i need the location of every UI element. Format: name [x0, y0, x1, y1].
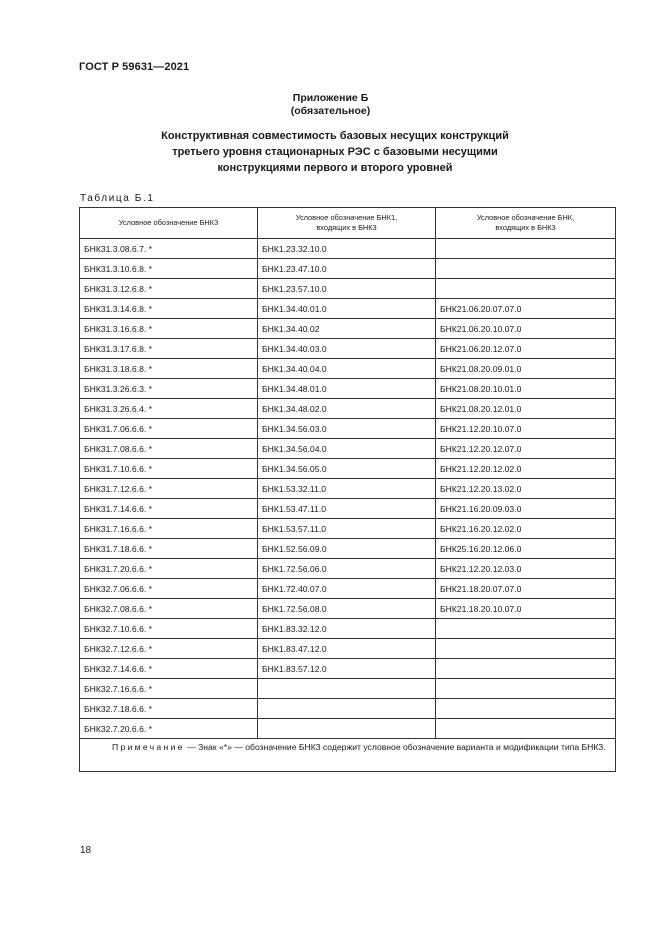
- table-cell: БНК21.06.20.07.07.0: [436, 299, 616, 319]
- table-cell: БНК31.7.20.6.6. *: [80, 559, 258, 579]
- table-cell: БНК21.12.20.12.02.0: [436, 459, 616, 479]
- table-cell: БНК1.53.57.11.0: [258, 519, 436, 539]
- table-cell: БНК21.08.20.12.01.0: [436, 399, 616, 419]
- table-cell: БНК25.16.20.12.06.0: [436, 539, 616, 559]
- table-cell: [258, 719, 436, 739]
- table-cell: [436, 719, 616, 739]
- table-cell: БНК1.53.47.11.0: [258, 499, 436, 519]
- table-cell: БНК1.83.32.12.0: [258, 619, 436, 639]
- heading-line: Конструктивная совместимость базовых несущих конструкций: [161, 130, 509, 142]
- table-cell: БНК1.34.48.01.0: [258, 379, 436, 399]
- table-cell: БНК31.3.18.6.8. *: [80, 359, 258, 379]
- table-cell: БНК1.23.32.10.0: [258, 239, 436, 259]
- table-row: [80, 579, 616, 599]
- table-cell: БНК32.7.14.6.6. *: [80, 659, 258, 679]
- page-number: 18: [80, 845, 92, 856]
- table-row: [80, 679, 616, 699]
- table-cell: БНК21.08.20.10.01.0: [436, 379, 616, 399]
- table-cell: БНК1.52.56.09.0: [258, 539, 436, 559]
- table-row: [80, 339, 616, 359]
- appendix-status: (обязательное): [290, 105, 371, 117]
- table-cell: БНК21.06.20.12.07.0: [436, 339, 616, 359]
- table-cell: БНК31.7.06.6.6. *: [80, 419, 258, 439]
- table-cell: БНК1.34.56.03.0: [258, 419, 436, 439]
- table-cell: [436, 699, 616, 719]
- table-row: [80, 619, 616, 639]
- standard-designation: ГОСТ Р 59631—2021: [79, 61, 190, 73]
- table-cell: БНК1.72.56.08.0: [258, 599, 436, 619]
- table-row: [80, 459, 616, 479]
- table-cell: [258, 679, 436, 699]
- table-row: [80, 639, 616, 659]
- table-cell: БНК32.7.10.6.6. *: [80, 619, 258, 639]
- table-cell: БНК21.12.20.12.07.0: [436, 439, 616, 459]
- table-row: [80, 519, 616, 539]
- table-row: [80, 379, 616, 399]
- table-cell: БНК32.7.18.6.6. *: [80, 699, 258, 719]
- column-header-bnk: Условное обозначение БНК, входящих в БНК3: [436, 208, 616, 239]
- table-cell: БНК31.3.08.6.7. *: [80, 239, 258, 259]
- column-header-bnk3: Условное обозначение БНК3: [80, 208, 258, 239]
- table-cell: БНК21.12.20.10.07.0: [436, 419, 616, 439]
- table-cell: БНК21.18.20.07.07.0: [436, 579, 616, 599]
- table-row: [80, 659, 616, 679]
- table-cell: БНК31.7.16.6.6. *: [80, 519, 258, 539]
- table-cell: БНК31.7.10.6.6. *: [80, 459, 258, 479]
- table-cell: БНК31.3.12.6.8. *: [80, 279, 258, 299]
- table-cell: БНК31.3.26.6.3. *: [80, 379, 258, 399]
- table-row: [80, 239, 616, 259]
- table-cell: [436, 259, 616, 279]
- table-cell: БНК31.7.08.6.6. *: [80, 439, 258, 459]
- table-cell: БНК1.23.57.10.0: [258, 279, 436, 299]
- table-cell: БНК1.34.40.01.0: [258, 299, 436, 319]
- table-cell: БНК21.12.20.13.02.0: [436, 479, 616, 499]
- table-row: [80, 299, 616, 319]
- table-cell: БНК21.08.20.09.01.0: [436, 359, 616, 379]
- table-cell: БНК1.34.48.02.0: [258, 399, 436, 419]
- table-note: [80, 739, 616, 772]
- table-cell: [436, 619, 616, 639]
- table-row: [80, 279, 616, 299]
- table-cell: БНК21.16.20.09.03.0: [436, 499, 616, 519]
- table-cell: БНК32.7.06.6.6. *: [80, 579, 258, 599]
- note-label: Примечание: [112, 742, 185, 752]
- table-cell: БНК21.06.20.10.07.0: [436, 319, 616, 339]
- table-row: [80, 359, 616, 379]
- table-row: [80, 319, 616, 339]
- appendix-title: Приложение Б: [292, 92, 369, 104]
- table-row: [80, 439, 616, 459]
- table-row: [80, 719, 616, 739]
- table-cell: [258, 699, 436, 719]
- table-cell: БНК1.83.47.12.0: [258, 639, 436, 659]
- table-caption: Таблица Б.1: [80, 193, 155, 204]
- table-cell: БНК31.3.17.6.8. *: [80, 339, 258, 359]
- table-row: [80, 599, 616, 619]
- table-cell: БНК1.53.32.11.0: [258, 479, 436, 499]
- table-cell: БНК1.72.40.07.0: [258, 579, 436, 599]
- heading-line: третьего уровня стационарных РЭС с базовыми несущими: [172, 146, 498, 158]
- table-cell: БНК31.7.18.6.6. *: [80, 539, 258, 559]
- table-cell: [436, 279, 616, 299]
- section-heading: [140, 128, 530, 176]
- table-cell: БНК1.83.57.12.0: [258, 659, 436, 679]
- table-cell: БНК21.12.20.12.03.0: [436, 559, 616, 579]
- table-cell: БНК1.34.40.04.0: [258, 359, 436, 379]
- table-cell: БНК1.34.56.04.0: [258, 439, 436, 459]
- table-cell: БНК31.3.14.6.8. *: [80, 299, 258, 319]
- table-row: [80, 259, 616, 279]
- column-header-bnk1: Условное обозначение БНК1, входящих в БНК3: [258, 208, 436, 239]
- table-cell: БНК1.34.56.05.0: [258, 459, 436, 479]
- table-cell: БНК21.16.20.12.02.0: [436, 519, 616, 539]
- table-cell: БНК21.18.20.10.07.0: [436, 599, 616, 619]
- table-cell: БНК32.7.20.6.6. *: [80, 719, 258, 739]
- table-row: [80, 419, 616, 439]
- table-cell: БНК1.23.47.10.0: [258, 259, 436, 279]
- note-text: — Знак «*» — обозначение БНК3 содержит условное обозначение варианта и модификации типа БНК3.: [184, 742, 606, 752]
- table-cell: БНК1.34.40.02: [258, 319, 436, 339]
- table-row: [80, 499, 616, 519]
- table-cell: [436, 679, 616, 699]
- table-cell: БНК31.3.26.6.4. *: [80, 399, 258, 419]
- table-row: [80, 699, 616, 719]
- heading-line: конструкциями первого и второго уровней: [217, 162, 453, 174]
- table-row: [80, 479, 616, 499]
- table-header-row: [80, 208, 616, 239]
- table-cell: БНК31.7.12.6.6. *: [80, 479, 258, 499]
- table-cell: БНК32.7.12.6.6. *: [80, 639, 258, 659]
- table-note-row: [80, 739, 616, 772]
- table-cell: БНК1.34.40.03.0: [258, 339, 436, 359]
- table-row: [80, 539, 616, 559]
- table-cell: БНК32.7.08.6.6. *: [80, 599, 258, 619]
- table-cell: [436, 239, 616, 259]
- table-row: [80, 559, 616, 579]
- table-cell: БНК31.3.10.6.8. *: [80, 259, 258, 279]
- table-cell: БНК32.7.16.6.6. *: [80, 679, 258, 699]
- table-cell: [436, 639, 616, 659]
- table-cell: БНК1.72.56.06.0: [258, 559, 436, 579]
- table-cell: БНК31.7.14.6.6. *: [80, 499, 258, 519]
- table-cell: [436, 659, 616, 679]
- table-cell: БНК31.3.16.6.8. *: [80, 319, 258, 339]
- table-row: [80, 399, 616, 419]
- compatibility-table: [79, 207, 616, 772]
